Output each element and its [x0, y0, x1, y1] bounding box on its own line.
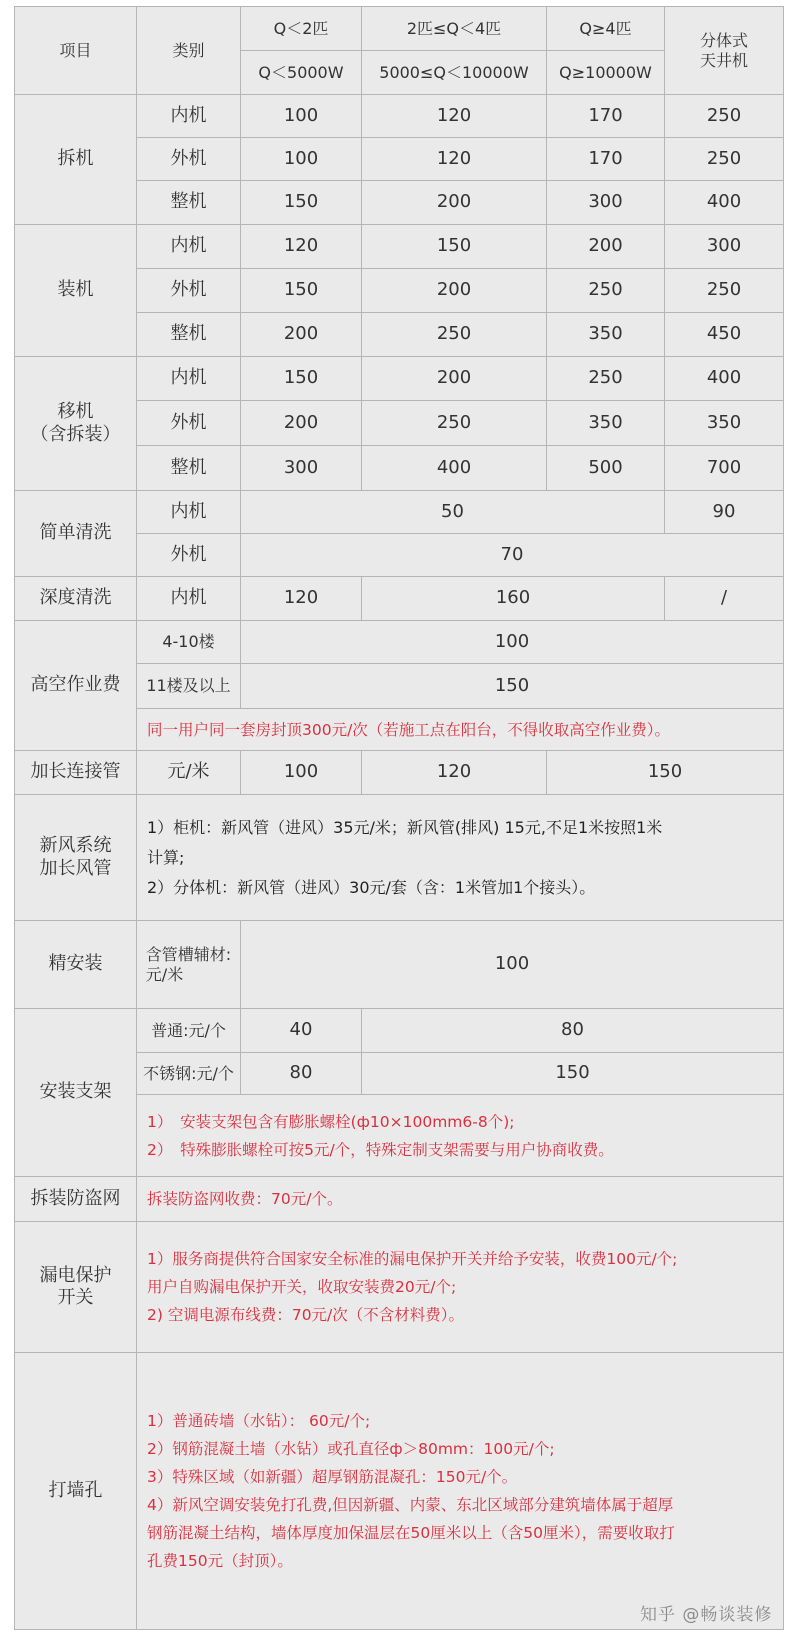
section-label-deep-clean: 深度清洗 [14, 576, 137, 621]
wall-hole-line3: 3）特殊区域（如新疆）超厚钢筋混凝孔：150元/个。 [147, 1468, 518, 1486]
section-label-chaiji: 拆机 [14, 94, 137, 225]
bracket-note-line2: 2） 特殊膨胀螺栓可按5元/个，特殊定制支架需要与用户协商收费。 [147, 1140, 614, 1159]
bracket-type-normal: 普通:元/个 [136, 1008, 241, 1053]
chaiji-outer-v4: 250 [664, 137, 784, 181]
fresh-air-line2: 计算; [147, 847, 185, 867]
deep-clean-v2: 160 [361, 576, 665, 621]
yiji-whole-v1: 300 [240, 445, 362, 491]
wall-hole-line2: 2）钢筋混凝土墙（水钻）或孔直径ф＞80mm：100元/个; [147, 1440, 555, 1458]
fine-install-type-line2: 元/米 [145, 964, 184, 984]
high-work-value-1: 100 [240, 620, 784, 664]
chaiji-inner-v2: 120 [361, 94, 547, 138]
header-col2-bottom: 5000≤Q＜10000W [361, 50, 547, 95]
chaiji-inner-v1: 100 [240, 94, 362, 138]
high-work-type-2: 11楼及以上 [136, 663, 241, 709]
section-label-fine-install: 精安装 [14, 920, 137, 1009]
header-col4-line1: 分体式 [699, 30, 748, 50]
fresh-air-label-line2: 加长风管 [39, 857, 112, 879]
fine-install-type [136, 920, 241, 1009]
section-label-bracket: 安装支架 [14, 1008, 137, 1177]
deep-clean-v1: 120 [240, 576, 362, 621]
header-item: 项目 [14, 6, 137, 95]
yiji-type-outer: 外机 [136, 400, 241, 446]
yiji-whole-v4: 700 [664, 445, 784, 491]
chaiji-outer-v1: 100 [240, 137, 362, 181]
zhuangji-outer-v4: 250 [664, 268, 784, 313]
yiji-outer-v3: 350 [546, 400, 665, 446]
high-work-note: 同一用户同一套房封顶300元/次（若施工点在阳台，不得收取高空作业费）。 [136, 708, 784, 751]
yiji-inner-v4: 400 [664, 356, 784, 401]
theft-net-note: 拆装防盗网收费：70元/个。 [136, 1176, 784, 1222]
yiji-inner-v1: 150 [240, 356, 362, 401]
yiji-label-line1: 移机 [57, 401, 94, 422]
deep-clean-type: 内机 [136, 576, 241, 621]
leak-switch-line1: 1）服务商提供符合国家安全标准的漏电保护开关并给予安装，收费100元/个; [147, 1250, 678, 1268]
ext-pipe-unit: 元/米 [136, 750, 241, 795]
simple-clean-inner-ceiling: 90 [664, 490, 784, 534]
simple-clean-inner-value: 50 [240, 490, 665, 534]
section-label-yiji [14, 356, 137, 491]
chaiji-inner-v4: 250 [664, 94, 784, 138]
chaiji-outer-v2: 120 [361, 137, 547, 181]
leak-switch-line2: 用户自购漏电保护开关，收取安装费20元/个; [147, 1278, 457, 1296]
ext-pipe-v3: 150 [546, 750, 784, 795]
chaiji-whole-v1: 150 [240, 180, 362, 225]
zhuangji-inner-v3: 200 [546, 224, 665, 269]
yiji-type-whole: 整机 [136, 445, 241, 491]
ext-pipe-v1: 100 [240, 750, 362, 795]
leak-switch-note [136, 1221, 784, 1353]
zhuangji-type-inner: 内机 [136, 224, 241, 269]
chaiji-inner-v3: 170 [546, 94, 665, 138]
wall-hole-line6: 孔费150元（封顶）。 [147, 1552, 293, 1570]
header-category: 类别 [136, 6, 241, 95]
header-col2-top: 2匹≤Q＜4匹 [361, 6, 547, 51]
chaiji-whole-v3: 300 [546, 180, 665, 225]
section-label-high-work: 高空作业费 [14, 620, 137, 751]
watermark: 知乎 @畅谈装修 [640, 1605, 773, 1625]
zhuangji-whole-v1: 200 [240, 312, 362, 357]
zhuangji-outer-v1: 150 [240, 268, 362, 313]
zhuangji-type-outer: 外机 [136, 268, 241, 313]
header-col1-top: Q＜2匹 [240, 6, 362, 51]
section-label-theft-net: 拆装防盗网 [14, 1176, 137, 1222]
zhuangji-whole-v2: 250 [361, 312, 547, 357]
bracket-type-steel: 不锈钢:元/个 [136, 1052, 241, 1095]
yiji-inner-v2: 200 [361, 356, 547, 401]
section-label-ext-pipe: 加长连接管 [14, 750, 137, 795]
fresh-air-line1: 1）柜机：新风管（进风）35元/米；新风管(排风) 15元,不足1米按照1米 [147, 817, 663, 837]
section-label-wall-hole: 打墙孔 [14, 1352, 137, 1630]
fine-install-value: 100 [240, 920, 784, 1009]
section-label-zhuangji: 装机 [14, 224, 137, 357]
high-work-value-2: 150 [240, 663, 784, 709]
ext-pipe-v2: 120 [361, 750, 547, 795]
wall-hole-line1: 1）普通砖墙（水钻）： 60元/个; [147, 1412, 371, 1430]
wall-hole-line4: 4）新风空调安装免打孔费,但因新疆、内蒙、东北区域部分建筑墙体属于超厚 [147, 1496, 674, 1514]
wall-hole-line5: 钢筋混凝土结构，墙体厚度加保温层在50厘米以上（含50厘米），需要收取打 [147, 1524, 675, 1542]
bracket-note [136, 1094, 784, 1177]
zhuangji-outer-v2: 200 [361, 268, 547, 313]
bracket-normal-v2: 80 [361, 1008, 784, 1053]
yiji-label-line2: （含拆装） [30, 423, 121, 445]
fresh-air-line3: 2）分体机：新风管（进风）30元/套（含：1米管加1个接头）。 [147, 877, 596, 897]
simple-clean-type-outer: 外机 [136, 533, 241, 577]
chaiji-type-outer: 外机 [136, 137, 241, 181]
leak-switch-line3: 2) 空调电源布线费：70元/次（不含材料费）。 [147, 1306, 465, 1324]
bracket-steel-v1: 80 [240, 1052, 362, 1095]
yiji-type-inner: 内机 [136, 356, 241, 401]
header-col3-bottom: Q≥10000W [546, 50, 665, 95]
leak-switch-label-line1: 漏电保护 [39, 1264, 112, 1286]
zhuangji-whole-v4: 450 [664, 312, 784, 357]
chaiji-whole-v2: 200 [361, 180, 547, 225]
leak-switch-label-line2: 开关 [57, 1287, 94, 1308]
chaiji-outer-v3: 170 [546, 137, 665, 181]
section-label-leak-switch [14, 1221, 137, 1353]
zhuangji-inner-v1: 120 [240, 224, 362, 269]
bracket-note-line1: 1） 安装支架包含有膨胀螺栓(ф10×100mm6-8个); [147, 1112, 515, 1131]
fresh-air-label-line1: 新风系统 [39, 835, 112, 856]
high-work-type-1: 4-10楼 [136, 620, 241, 664]
zhuangji-inner-v4: 300 [664, 224, 784, 269]
bracket-normal-v1: 40 [240, 1008, 362, 1053]
chaiji-whole-v4: 400 [664, 180, 784, 225]
zhuangji-whole-v3: 350 [546, 312, 665, 357]
chaiji-type-whole: 整机 [136, 180, 241, 225]
header-col4-line2: 天井机 [699, 50, 748, 70]
section-label-fresh-air [14, 794, 137, 921]
header-col3-top: Q≥4匹 [546, 6, 665, 51]
bracket-steel-v2: 150 [361, 1052, 784, 1095]
yiji-outer-v4: 350 [664, 400, 784, 446]
zhuangji-inner-v2: 150 [361, 224, 547, 269]
price-table [14, 6, 784, 1630]
fresh-air-note [136, 794, 784, 921]
yiji-whole-v2: 400 [361, 445, 547, 491]
zhuangji-outer-v3: 250 [546, 268, 665, 313]
wall-hole-note [136, 1352, 784, 1630]
simple-clean-type-inner: 内机 [136, 490, 241, 534]
yiji-outer-v2: 250 [361, 400, 547, 446]
chaiji-type-inner: 内机 [136, 94, 241, 138]
yiji-outer-v1: 200 [240, 400, 362, 446]
fine-install-type-line1: 含管槽辅材: [145, 944, 232, 964]
simple-clean-outer-value: 70 [240, 533, 784, 577]
deep-clean-v3: / [664, 576, 784, 621]
header-col1-bottom: Q＜5000W [240, 50, 362, 95]
zhuangji-type-whole: 整机 [136, 312, 241, 357]
section-label-simple-clean: 简单清洗 [14, 490, 137, 577]
yiji-inner-v3: 250 [546, 356, 665, 401]
header-col4 [664, 6, 784, 95]
yiji-whole-v3: 500 [546, 445, 665, 491]
